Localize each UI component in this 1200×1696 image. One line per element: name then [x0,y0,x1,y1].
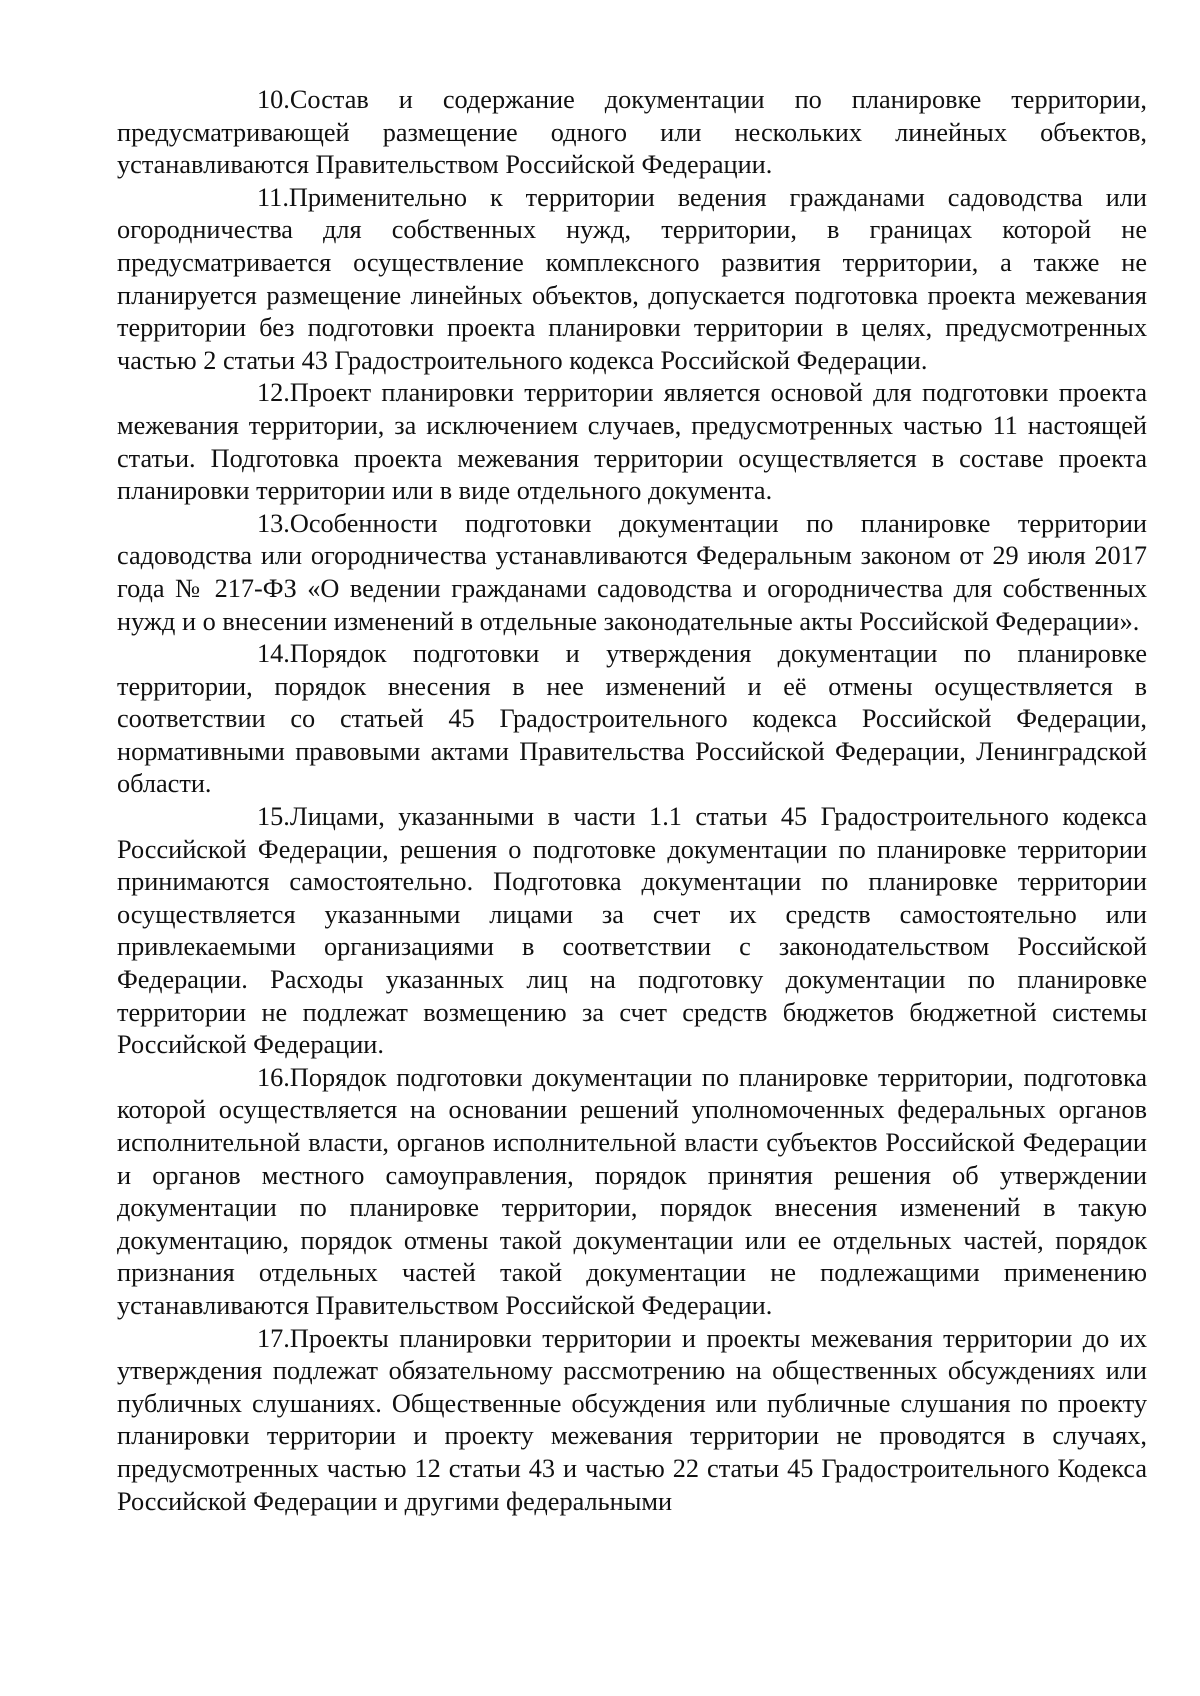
paragraph-16 [117,1062,1147,1323]
paragraph-number: 17. [257,1323,290,1353]
paragraph-text: Лицами, указанными в части 1.1 статьи 45 Градостроительного кодекса Российской Федерации, решения о подготовке документации по планировке территории принимаются самостоятельно. Подготовка документации по планировке территории осуществляется указанными лицами за счет их средств самостоятельно или привлекаемыми организациями в соответствии с законодательством Российской Федерации. Расходы указанных лиц на подготовку документации по планировке территории не подлежат возмещению за счет средств бюджетов бюджетной системы Российской Федерации. [117,802,1147,1060]
paragraph-text: Состав и содержание документации по планировке территории, предусматривающей размещение одного или нескольких линейных объектов, устанавливаются Правительством Российской Федерации. [117,85,1147,180]
document-page [117,84,1147,1518]
paragraph-13 [117,508,1147,638]
paragraph-10 [117,84,1147,182]
paragraph-text: Порядок подготовки и утверждения документации по планировке территории, порядок внесения в нее изменений и её отмены осуществляется в соответствии со статьей 45 Градостроительного кодекса Российской Федерации, нормативными правовыми актами Правительства Российской Федерации, Ленинградской области. [117,639,1147,799]
paragraph-14 [117,638,1147,801]
paragraph-text: Порядок подготовки документации по планировке территории, подготовка которой осуществляется на основании решений уполномоченных федеральных органов исполнительной власти, органов исполнительной власти субъектов Российской Федерации и органов местного самоуправления, порядок принятия решения об утверждении документации по планировке территории, порядок внесения изменений в такую документацию, порядок отмены такой документации или ее отдельных частей, порядок признания отдельных частей такой документации не подлежащими применению устанавливаются Правительством Российской Федерации. [117,1062,1147,1320]
paragraph-number: 10. [257,85,290,114]
paragraph-number: 16. [257,1062,290,1092]
paragraph-number: 11. [257,182,289,212]
paragraph-11 [117,182,1147,378]
paragraph-15 [117,801,1147,1062]
paragraph-number: 13. [257,508,290,538]
paragraph-text: Проекты планировки территории и проекты межевания территории до их утверждения подлежат обязательному рассмотрению на общественных обсуждениях или публичных слушаниях. Общественные обсуждения или публичные слушания по проекту планировки территории и проекту межевания территории не проводятся в случаях, предусмотренных частью 12 статьи 43 и частью 22 статьи 45 Градостроительного Кодекса Российской Федерации и другими федеральными [117,1323,1147,1516]
paragraph-text: Проект планировки территории является основой для подготовки проекта межевания территории, за исключением случаев, предусмотренных частью 11 настоящей статьи. Подготовка проекта межевания территории осуществляется в составе проекта планировки территории или в виде отдельного документа. [117,378,1147,506]
paragraph-text: Особенности подготовки документации по планировке территории садоводства или огородничества устанавливаются Федеральным законом от 29 июля 2017 года № 217-ФЗ «О ведении гражданами садоводства и огородничества для собственных нужд и о внесении изменений в отдельные законодательные акты Российской Федерации». [117,508,1147,636]
paragraph-number: 12. [257,378,290,408]
paragraph-17 [117,1323,1147,1519]
paragraph-number: 15. [257,802,290,832]
paragraph-12 [117,377,1147,507]
paragraph-text: Применительно к территории ведения гражданами садоводства или огородничества для собственных нужд, территории, в границах которой не предусматривается осуществление комплексного развития территории, а также не планируется размещение линейных объектов, допускается подготовка проекта межевания территории без подготовки проекта планировки территории в целях, предусмотренных частью 2 статьи 43 Градостроительного кодекса Российской Федерации. [117,182,1147,375]
paragraph-number: 14. [257,639,290,669]
